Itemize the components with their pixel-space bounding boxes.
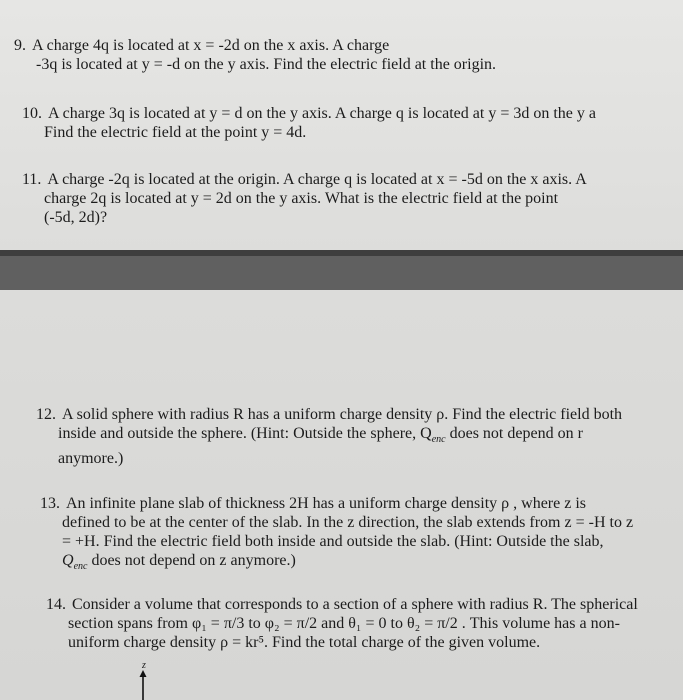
q-enc-subscript: enc	[431, 434, 446, 446]
problem-12-text-2: inside and outside the sphere. (Hint: Outside the sphere, Q	[58, 425, 432, 442]
problem-13-q-symbol: Q	[62, 552, 74, 569]
problem-14-number: 14.	[46, 596, 66, 613]
problem-9-line-2: -3q is located at y = -d on the y axis. Find the electric field at the origin.	[36, 56, 497, 73]
problem-11	[22, 170, 587, 227]
problem-13-text-1: An infinite plane slab of thickness 2H has a uniform charge density ρ , where z is	[66, 495, 586, 512]
problem-13-number: 13.	[40, 495, 60, 512]
problem-13-line-4	[40, 551, 633, 576]
problem-10-line-2: Find the electric field at the point y = 4d.	[44, 124, 307, 141]
problem-12	[36, 405, 622, 468]
problem-13-line-1	[40, 494, 633, 513]
problem-13-line-2: defined to be at the center of the slab. In the z direction, the slab extends from z = -H to z	[62, 514, 634, 531]
problem-13	[40, 494, 633, 576]
problem-11-text-1: A charge -2q is located at the origin. A charge q is located at x = -5d on the x axis. A	[47, 171, 587, 188]
problem-14-line-3: uniform charge density ρ = kr⁵. Find the total charge of the given volume.	[68, 634, 541, 651]
problem-11-line-2: charge 2q is located at y = 2d on the y axis. What is the electric field at the point	[44, 190, 559, 207]
z-axis-arrow-icon	[139, 670, 147, 700]
problem-12-line-3: anymore.)	[58, 450, 124, 468]
problem-14-line-2: section spans from φ₁ = π/3 to φ₂ = π/2 and θ₁ = 0 to θ₂ = π/2 . This volume has a non-	[68, 615, 620, 632]
problem-10-line-1	[22, 104, 596, 123]
problem-10	[22, 104, 596, 142]
problem-12-text-2-end: does not depend on r	[445, 425, 583, 442]
z-axis-label: z	[142, 660, 146, 671]
problem-12-number: 12.	[36, 406, 56, 423]
q-enc-subscript: enc	[73, 561, 88, 573]
problem-10-number: 10.	[22, 105, 42, 122]
problem-12-line-2	[36, 424, 622, 449]
page-divider-band	[0, 250, 683, 290]
problem-11-line-1	[22, 170, 587, 189]
problem-10-text-1: A charge 3q is located at y = d on the y axis. A charge q is located at y = 3d on the y a	[48, 105, 596, 122]
problem-11-line-3: (-5d, 2d)?	[44, 209, 108, 226]
problem-14-text-1: Consider a volume that corresponds to a section of a sphere with radius R. The spherical	[72, 596, 638, 613]
problem-9-line-1	[14, 36, 496, 55]
problem-11-number: 11.	[22, 171, 42, 188]
problem-9-number: 9.	[14, 37, 26, 54]
problem-9	[14, 36, 496, 74]
problem-14	[46, 595, 638, 652]
problem-13-text-4-end: does not depend on z anymore.)	[87, 552, 296, 569]
problem-14-line-1	[46, 595, 638, 614]
problem-12-line-1	[36, 405, 622, 424]
problem-12-text-1: A solid sphere with radius R has a uniform charge density ρ. Find the electric field both	[62, 406, 623, 423]
problem-9-text-1: A charge 4q is located at x = -2d on the x axis. A charge	[32, 37, 390, 54]
problem-13-line-3: = +H. Find the electric field both inside and outside the slab. (Hint: Outside the slab,	[62, 533, 604, 550]
